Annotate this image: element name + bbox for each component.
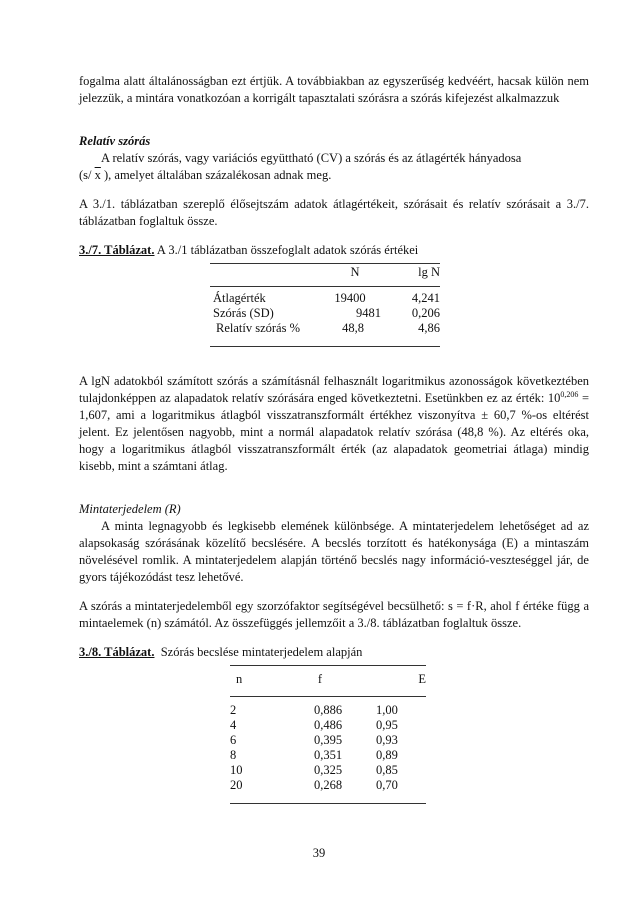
table8-header-rule xyxy=(230,696,426,697)
table7-header-lgn: lg N xyxy=(418,265,440,279)
table8-cell: 0,325 xyxy=(314,763,343,777)
table8-header-n: n xyxy=(236,672,243,686)
table-row xyxy=(230,718,426,733)
section-heading-relative: Relatív szórás xyxy=(79,134,151,148)
table7-cell: Relatív szórás % xyxy=(216,321,301,335)
document-page xyxy=(79,73,589,804)
table8-cell: 0,395 xyxy=(314,733,343,747)
table7-bottom-rule xyxy=(210,346,440,347)
intro-paragraph: fogalma alatt általánosságban ezt értjük. A továbbiakban az egyszerűség kedvéért, hacsak külön nem jelezzük, a mintára vonatkozóan a korrigált tapasztalati szórásra a szórás kifejezést alkalmazzuk xyxy=(79,74,589,105)
table7-cell: Szórás (SD) xyxy=(213,306,274,320)
table7-header-row xyxy=(210,265,440,280)
table8-cell: 6 xyxy=(230,733,237,747)
table8-cell: 0,268 xyxy=(314,778,343,792)
table8-caption xyxy=(79,644,589,661)
table-row xyxy=(210,321,440,336)
table8-cell: 0,93 xyxy=(376,733,398,747)
table8-bottom-rule xyxy=(230,803,426,804)
table7-header-n: N xyxy=(350,265,360,279)
table8-cell: 0,351 xyxy=(314,748,343,762)
x-bar-symbol: $\overline{x}$ xyxy=(94,168,101,182)
table-row xyxy=(230,703,426,718)
table8-cell: 2 xyxy=(230,703,237,717)
table-row xyxy=(230,778,426,793)
table7-reference-paragraph: A 3./1. táblázatban szereplő élősejtszám adatok átlagértékeit, szórásait és relatív szórásait a 3./7. táblázatban foglaltuk össze. xyxy=(79,197,589,228)
lgn-paragraph xyxy=(79,373,589,475)
table8-header-f: f xyxy=(317,672,323,686)
table8-cell: 4 xyxy=(230,718,237,732)
section-heading-range: Mintaterjedelem (R) xyxy=(79,502,181,516)
table8-label: 3./8. Táblázat. xyxy=(79,645,155,659)
table7-top-rule xyxy=(210,263,440,264)
table8-header-row xyxy=(230,672,426,687)
relative-paragraph-1: A relatív szórás, vagy variációs együttható (CV) a szórás és az átlagérték hányadosa xyxy=(101,151,522,165)
table7-cell: 19400 xyxy=(334,291,366,305)
table-row xyxy=(230,733,426,748)
table8-cell: 1,00 xyxy=(376,703,398,717)
table7-cell: 9481 xyxy=(356,306,381,320)
table7-cell: Átlagérték xyxy=(213,291,266,305)
table-row xyxy=(210,291,440,306)
table7-caption xyxy=(79,242,589,259)
table8-header-e: E xyxy=(418,672,426,686)
page-number: 39 xyxy=(312,846,326,860)
table8-cell: 0,486 xyxy=(314,718,343,732)
table8-cell: 0,95 xyxy=(376,718,398,732)
relative-p2-post: ), amelyet általában százalékosan adnak meg. xyxy=(104,168,332,182)
table8-cell: 0,89 xyxy=(376,748,398,762)
table7-cell: 4,241 xyxy=(411,291,440,305)
table7-label: 3./7. Táblázat. xyxy=(79,243,155,257)
table7-title: A 3./1 táblázatban összefoglalt adatok szórás értékei xyxy=(156,243,419,257)
table-row xyxy=(230,763,426,778)
table8-top-rule xyxy=(230,665,426,666)
lgn-text-2: = 1,607, ami a logaritmikus átlagból visszatranszformált értékhez viszonyítva ± 60,7 %-os eltérést jelent. Ez jelentősen nagyobb, mint a normál alapadatok relatív szórása (48,8 %). Az eltérés oka, hogy a logaritmikus átlagból visszatranszformált érték (az alapadatok geometriai átlaga) mindig kisebb, mint a számtani átlag. xyxy=(79,391,589,473)
range-paragraph-2: A szórás a mintaterjedelemből egy szorzófaktor segítségével becsülhető: s = f·R, ahol f értéke függ a mintaelemek (n) számától. Az összefüggés jellemzőit a 3./8. táblázatban foglaltuk össze. xyxy=(79,599,589,630)
table8-body xyxy=(230,703,426,793)
table7-cell: 4,86 xyxy=(418,321,440,335)
lgn-exponent: 0,206 xyxy=(560,390,579,399)
table8-title: Szórás becslése mintaterjedelem alapján xyxy=(160,645,363,659)
table8-cell: 0,85 xyxy=(376,763,398,777)
table8-cell: 20 xyxy=(230,778,243,792)
table-row xyxy=(210,306,440,321)
table8-cell: 8 xyxy=(230,748,237,762)
table7-cell: 0,206 xyxy=(411,306,440,320)
table7-cell: 48,8 xyxy=(342,321,364,335)
table8-cell: 0,886 xyxy=(314,703,343,717)
relative-p2-pre: (s/ xyxy=(79,168,92,182)
table8-cell: 0,70 xyxy=(376,778,398,792)
lgn-text-1: A lgN adatokból számított szórás a számításnál felhasznált logaritmikus azonosságok következtében tulajdonképpen az alapadatok relatív szórására enged következtetni. Esetünkben ez az érték: 10 xyxy=(79,374,589,405)
table8-cell: 10 xyxy=(230,763,243,777)
table-row xyxy=(230,748,426,763)
relative-paragraph-2 xyxy=(79,167,589,184)
table7 xyxy=(210,263,440,347)
table7-body xyxy=(210,291,440,336)
table8 xyxy=(230,665,426,804)
table7-header-rule xyxy=(210,286,440,287)
range-paragraph-1: A minta legnagyobb és legkisebb elemének különbsége. A mintaterjedelem lehetőséget ad az alapsokaság szórásának közelítő becslésére. A becslés torzított és hatékonysága (E) a mintaszám növelésével romlik. A mintaterjedelem alapján történő becslés nagy információ-veszteséggel jár, de gyors tájékozódást tesz lehetővé. xyxy=(79,519,589,584)
